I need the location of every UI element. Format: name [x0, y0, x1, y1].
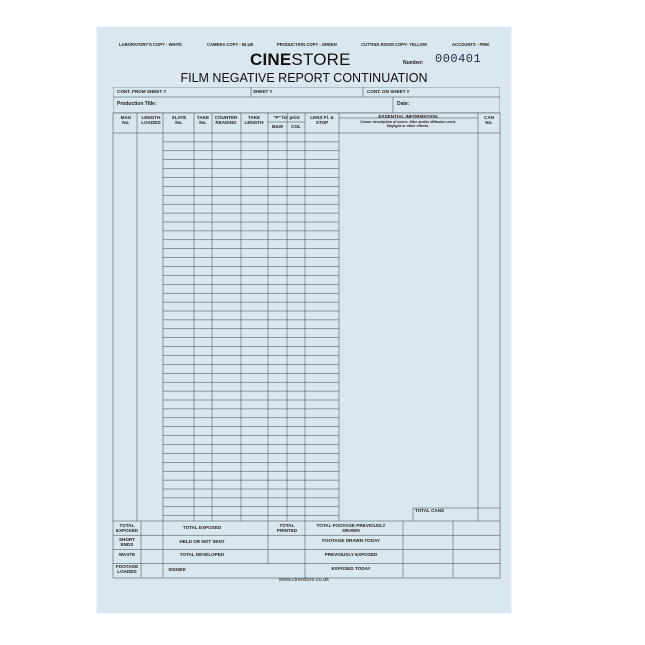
sum-footage-loaded: FOOTAGE LOADED [115, 564, 139, 575]
brand-logo [250, 50, 351, 70]
col-slate-text: SLATE No. [171, 115, 187, 126]
serial-number: 000401 [435, 52, 482, 66]
col-can-text: CAN No. [484, 115, 494, 126]
col-essential: ESSENTIAL INFORMATION [378, 114, 438, 119]
col-slate [165, 115, 193, 126]
page-title: FILM NEGATIVE REPORT CONTINUATION [180, 71, 428, 85]
col-length-loaded-text: LENGTH LOADED [141, 115, 161, 126]
sum-footage-prev: TOTAL FOOTAGE PREVIOUSLY DRAWN [316, 523, 386, 534]
copy-label-camera: CAMERA COPY - BLUE [207, 42, 254, 47]
copy-label-accounts: ACCOUNTS - PINK [452, 42, 490, 47]
sum-total-exposed: TOTAL EXPOSED [182, 525, 222, 530]
total-cans-label: TOTAL CANS [415, 508, 445, 513]
col-counter-text: COUNTER READING [214, 115, 238, 126]
col-take-length-text: TAKE LENGTH [244, 115, 264, 126]
col-col: COL [291, 124, 301, 129]
col-lens-text: LENS Fl. & STOP [310, 115, 334, 126]
sum-waste: WASTE [118, 552, 136, 557]
cont-from-label: CONT. FROM SHEET # [117, 89, 167, 94]
sum-total-printed: TOTAL PRINTED [276, 523, 298, 534]
header-fields-grid [113, 87, 500, 113]
col-mag [115, 115, 137, 126]
col-bw: B&W [272, 124, 283, 129]
col-length-loaded [139, 115, 163, 126]
production-title-label: Production Title: [117, 101, 157, 107]
col-mag-text: MAG No. [120, 115, 132, 126]
brand-bold: CINE [250, 50, 292, 69]
number-label: Number: [403, 60, 424, 66]
date-label: Date: [397, 101, 410, 107]
brand-light: STORE [291, 50, 351, 69]
sum-footage-today: FOOTAGE DRAWN TODAY [322, 538, 380, 543]
copy-label-production: PRODUCTION COPY - GREEN [277, 42, 337, 47]
col-take-length [241, 115, 267, 126]
col-counter [212, 115, 240, 126]
website-footer: www.cinestore.co.uk [278, 577, 330, 583]
form-sheet [97, 27, 511, 613]
sum-prev-exposed: PREVIOUSLY EXPOSED [324, 552, 378, 557]
sum-short-ends: SHORT ENDS [118, 537, 136, 548]
col-essential-sub: Colour description of scene, filter and/or diffusion used. Daylight or other effects. [360, 120, 456, 129]
copy-label-cutting: CUTTING ROOM COPY- YELLOW [361, 42, 427, 47]
sum-held: HELD OR NOT SENT [179, 539, 225, 544]
col-print: "P" for print [273, 115, 300, 120]
sum-total-exposed-left: TOTAL EXPOSED [115, 523, 139, 534]
sum-signed: SIGNED [168, 567, 186, 572]
col-take-text: TAKE No. [196, 115, 210, 126]
sum-total-developed: TOTAL DEVELOPED [179, 552, 225, 557]
cont-on-label: CONT. ON SHEET # [367, 89, 410, 94]
sheet-label: SHEET # [253, 89, 273, 94]
col-lens [305, 115, 339, 126]
col-can [478, 115, 500, 126]
sum-exposed-today: EXPOSED TODAY [331, 566, 371, 571]
col-take [194, 115, 212, 126]
copy-label-lab: LABORATORY'S COPY - WHITE [119, 42, 182, 47]
